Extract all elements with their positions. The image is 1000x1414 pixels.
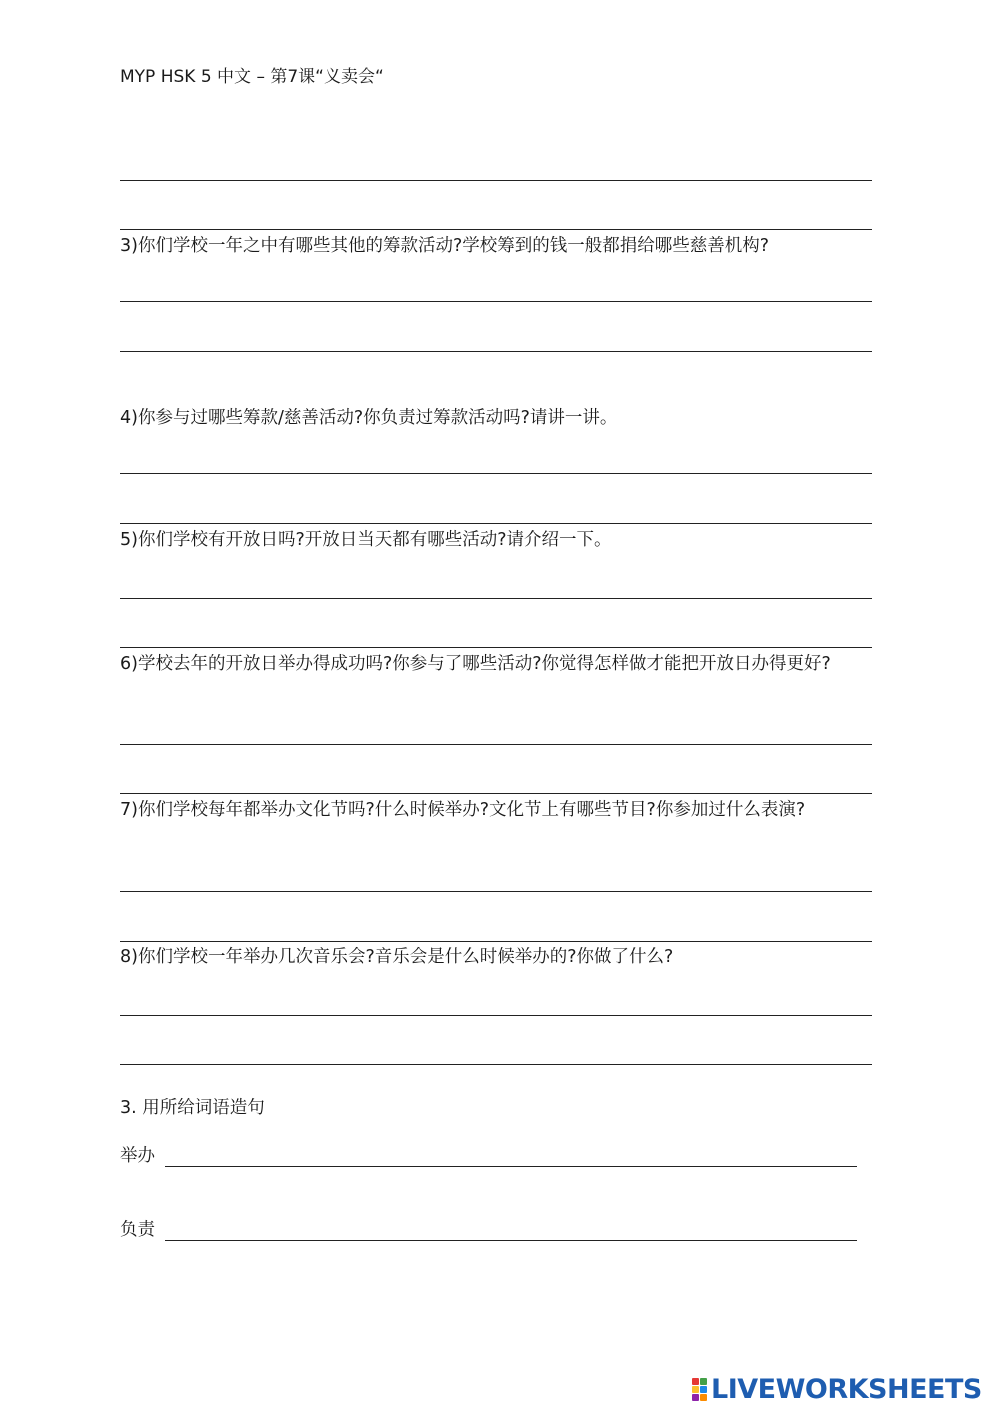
vocab-word: 负责 xyxy=(120,1220,155,1240)
answer-line[interactable] xyxy=(120,473,872,474)
answer-line[interactable] xyxy=(120,180,872,181)
answer-line[interactable] xyxy=(120,941,872,942)
vocab-row-1 xyxy=(120,1142,857,1167)
section-3-title: 3. 用所给词语造句 xyxy=(120,1098,265,1118)
question-8: 8)你们学校一年举办几次音乐会?音乐会是什么时候举办的?你做了什么? xyxy=(120,947,674,967)
answer-line[interactable] xyxy=(120,301,872,302)
question-3: 3)你们学校一年之中有哪些其他的筹款活动?学校筹到的钱一般都捐给哪些慈善机构? xyxy=(120,236,770,256)
answer-line[interactable] xyxy=(120,647,872,648)
question-5: 5)你们学校有开放日吗?开放日当天都有哪些活动?请介绍一下。 xyxy=(120,530,612,550)
answer-line[interactable] xyxy=(120,891,872,892)
answer-line[interactable] xyxy=(120,351,872,352)
liveworksheets-logo xyxy=(692,1374,982,1404)
answer-line[interactable] xyxy=(120,1015,872,1016)
vocab-row-2 xyxy=(120,1216,857,1241)
answer-line[interactable] xyxy=(120,523,872,524)
logo-text: LIVEWORKSHEETS xyxy=(711,1373,982,1405)
question-6: 6)学校去年的开放日举办得成功吗?你参与了哪些活动?你觉得怎样做才能把开放日办得更好? xyxy=(120,654,831,674)
answer-line[interactable] xyxy=(120,1064,872,1065)
vocab-word: 举办 xyxy=(120,1146,155,1166)
page-header: MYP HSK 5 中文 – 第7课“义卖会“ xyxy=(120,67,384,87)
answer-line[interactable] xyxy=(120,229,872,230)
answer-line[interactable] xyxy=(120,598,872,599)
sentence-answer-line[interactable] xyxy=(165,1165,857,1167)
logo-grid-icon xyxy=(692,1378,707,1401)
question-4: 4)你参与过哪些筹款/慈善活动?你负责过筹款活动吗?请讲一讲。 xyxy=(120,408,618,428)
sentence-answer-line[interactable] xyxy=(165,1239,857,1241)
answer-line[interactable] xyxy=(120,744,872,745)
answer-line[interactable] xyxy=(120,793,872,794)
question-7: 7)你们学校每年都举办文化节吗?什么时候举办?文化节上有哪些节目?你参加过什么表演? xyxy=(120,800,806,820)
